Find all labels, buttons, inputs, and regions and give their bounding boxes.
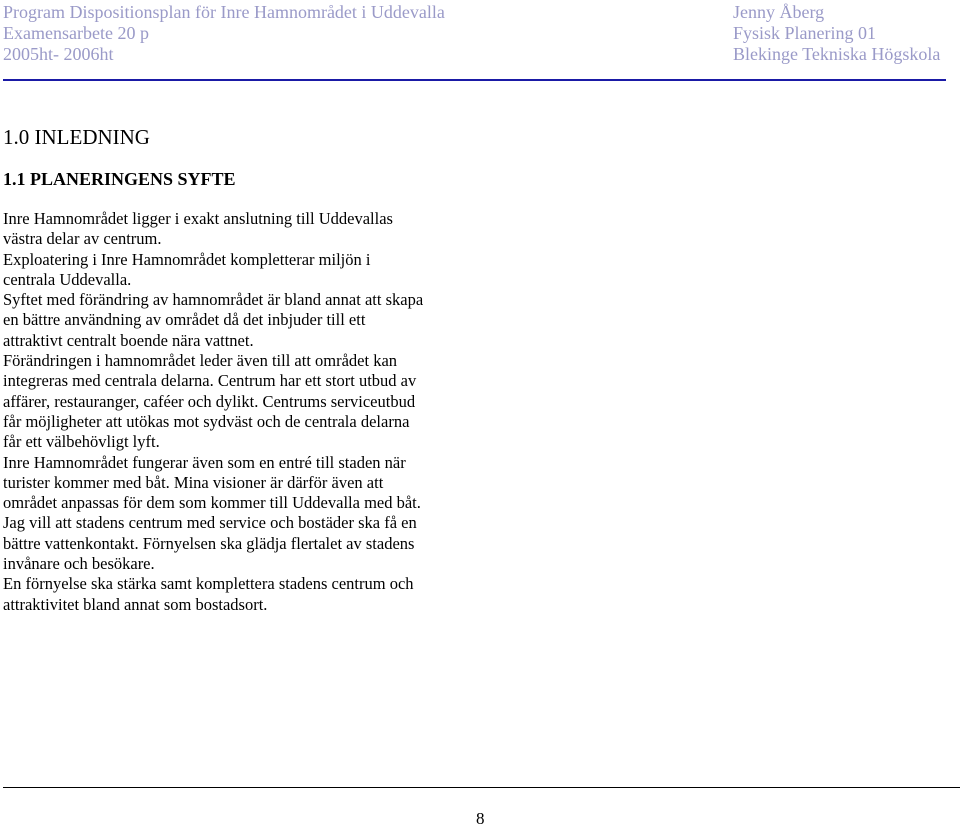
header-right-block: [733, 2, 940, 65]
body-line: Inre Hamnområdet ligger i exakt anslutning till Uddevallas: [3, 209, 393, 228]
body-line: centrala Uddevalla.: [3, 269, 132, 289]
body-line: invånare och besökare.: [3, 554, 155, 574]
header-course-credits: Examensarbete 20 p: [3, 23, 149, 43]
body-line: en bättre användning av området då det inbjuder till ett: [3, 310, 366, 330]
body-line: området anpassas för dem som kommer till Uddevalla med båt.: [3, 493, 421, 513]
footer-divider: [3, 787, 960, 788]
header-divider: [3, 79, 946, 81]
header-author: Jenny Åberg: [733, 2, 825, 22]
body-line: attraktivitet bland annat som bostadsort.: [3, 594, 268, 614]
body-line: En förnyelse ska stärka samt komplettera stadens centrum och: [3, 574, 414, 594]
body-line: Syftet med förändring av hamnområdet är bland annat att skapa: [3, 290, 424, 310]
section-heading: 1.0 INLEDNING: [3, 125, 150, 149]
header-left-block: [3, 2, 445, 65]
body-line: integreras med centrala delarna. Centrum har ett stort utbud av: [3, 371, 417, 391]
body-line: attraktivt centralt boende nära vattnet.: [3, 330, 254, 350]
body-paragraph: [3, 209, 463, 615]
body-line: Förändringen i hamnområdet leder även till att området kan: [3, 351, 398, 371]
header-program: Fysisk Planering 01: [733, 23, 877, 43]
body-line: affärer, restauranger, caféer och dylikt. Centrums serviceutbud: [3, 391, 416, 411]
body-line: bättre vattenkontakt. Förnyelsen ska glädja flertalet av stadens: [3, 533, 415, 553]
body-line: får ett välbehövligt lyft.: [3, 432, 160, 452]
body-line: västra delar av centrum.: [3, 229, 162, 249]
body-line: Exploatering i Inre Hamnområdet kompletterar miljön i: [3, 249, 371, 269]
body-line: Jag vill att stadens centrum med service och bostäder ska få en: [3, 513, 417, 533]
body-line: får möjligheter att utökas mot sydväst och de centrala delarna: [3, 411, 410, 431]
body-line: Inre Hamnområdet fungerar även som en entré till staden när: [3, 452, 406, 472]
header-institution: Blekinge Tekniska Högskola: [733, 44, 941, 64]
subsection-heading: 1.1 PLANERINGENS SYFTE: [3, 169, 236, 189]
page-number: 8: [476, 809, 485, 828]
header-document-title: Program Dispositionsplan för Inre Hamnområdet i Uddevalla: [3, 2, 445, 22]
body-line: turister kommer med båt. Mina visioner är därför även att: [3, 472, 384, 492]
header-term: 2005ht- 2006ht: [3, 44, 114, 64]
